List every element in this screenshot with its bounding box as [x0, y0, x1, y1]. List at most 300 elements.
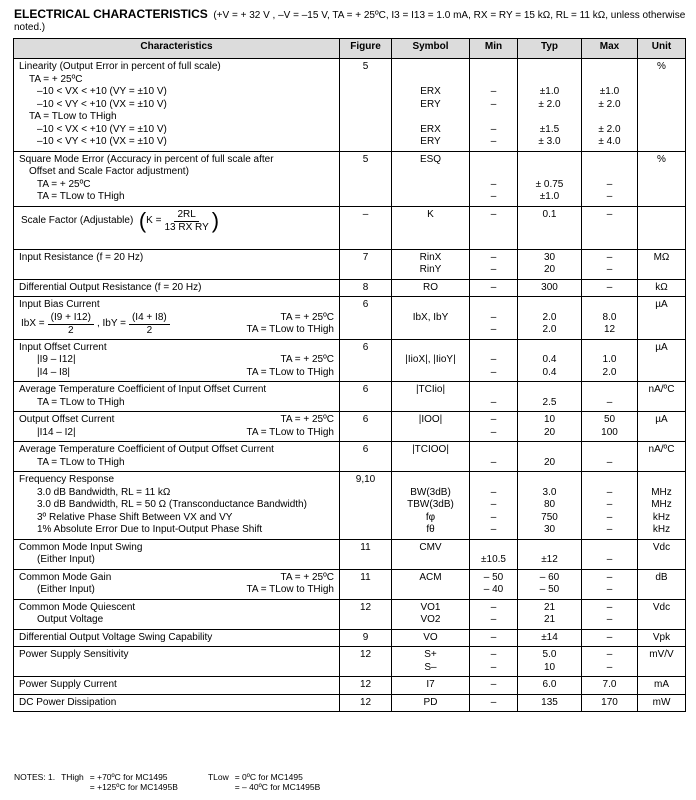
symbol-value	[397, 554, 464, 567]
typ-value: 30	[543, 251, 556, 263]
min-cell	[470, 151, 518, 206]
symbol-cell	[392, 279, 470, 297]
test-conditions: (+V = + 32 V , –V = –15 V, TA = + 25ºC, I3 = I13 = 1.0 mA, RX = RY = 15 kΩ, RL = 11 kΩ, unless otherwise noted.)	[14, 10, 686, 33]
max-cell	[582, 249, 638, 279]
typ-value	[523, 74, 576, 87]
unit-value: %	[657, 153, 666, 165]
max-value: –	[606, 571, 613, 583]
unit-value: kHz	[652, 511, 671, 523]
typ-value: 6.0	[542, 679, 557, 690]
typ-value	[523, 342, 576, 355]
typ-value: ± 3.0	[538, 136, 561, 147]
characteristic-cell	[14, 279, 340, 297]
typ-value	[523, 384, 576, 397]
min-value: –	[490, 649, 497, 660]
min-value	[475, 299, 512, 312]
unit-cell	[638, 442, 686, 472]
fraction-numerator: 2RL	[174, 209, 198, 222]
min-value: –	[490, 511, 497, 523]
min-value: –	[490, 324, 497, 335]
table-row	[14, 647, 686, 677]
typ-value: 750	[541, 511, 558, 523]
typ-cell	[518, 647, 582, 677]
characteristic-cell	[14, 472, 340, 540]
figure-cell	[340, 442, 392, 472]
characteristic-line: Input Resistance (f = 20 Hz)	[19, 251, 144, 263]
min-value	[475, 474, 512, 487]
bias-formula-row	[19, 312, 334, 337]
header-min: Min	[470, 39, 518, 59]
figure-value: 11	[360, 541, 371, 553]
typ-value: ± 2.0	[538, 98, 561, 110]
symbol-value: S+	[424, 649, 437, 660]
min-value: –	[490, 354, 497, 365]
unit-value: dB	[655, 571, 668, 583]
max-value: –	[606, 281, 613, 293]
min-value: –	[490, 679, 497, 690]
min-value: –	[490, 86, 497, 97]
symbol-cell	[392, 249, 470, 279]
min-value: –	[490, 614, 497, 625]
characteristic-line: Differential Output Resistance (f = 20 Hz)	[19, 281, 202, 293]
typ-value: ±1.0	[539, 86, 560, 97]
fraction-y	[129, 312, 170, 337]
symbol-value	[397, 324, 464, 337]
typ-cell	[518, 297, 582, 340]
typ-cell	[518, 382, 582, 412]
symbol-value: I7	[426, 679, 435, 690]
characteristic-line: Differential Output Voltage Swing Capability	[19, 631, 213, 643]
typ-value: 5.0	[542, 649, 557, 660]
unit-cell	[638, 599, 686, 629]
characteristic-cell	[14, 599, 340, 629]
max-cell	[582, 412, 638, 442]
min-cell	[470, 206, 518, 249]
typ-value	[523, 444, 576, 457]
symbol-value	[397, 397, 464, 410]
header-characteristics: Characteristics	[14, 39, 340, 59]
note-tlow-label: TLow	[207, 772, 229, 782]
max-cell	[582, 677, 638, 695]
table-row	[14, 629, 686, 647]
symbol-value: VO1	[420, 601, 441, 613]
characteristic-cell	[14, 539, 340, 569]
max-value: 1.0	[602, 354, 617, 365]
max-value: –	[606, 614, 613, 625]
typ-value: 20	[543, 456, 556, 468]
characteristic-text: |I9 – I12|	[37, 354, 76, 365]
typ-value	[523, 299, 576, 312]
symbol-value: VO	[423, 631, 438, 643]
symbol-value: ACM	[419, 571, 442, 583]
condition-line: TA = TLow to THigh	[246, 324, 334, 335]
condition-text: TA = + 25ºC	[280, 354, 334, 365]
max-value: 12	[603, 324, 616, 335]
figure-value: –	[362, 208, 369, 220]
min-value: –	[490, 281, 497, 293]
notes	[14, 772, 326, 792]
symbol-cell	[392, 297, 470, 340]
symbol-cell	[392, 569, 470, 599]
max-cell	[582, 569, 638, 599]
min-value: –	[490, 661, 497, 673]
min-value: –	[490, 414, 497, 425]
figure-cell	[340, 206, 392, 249]
typ-cell	[518, 279, 582, 297]
max-value: –	[606, 251, 613, 263]
max-value: –	[606, 191, 613, 202]
typ-value: – 50	[539, 584, 560, 595]
characteristic-line: Square Mode Error (Accuracy in percent of full scale after	[19, 153, 274, 165]
table-row	[14, 151, 686, 206]
max-cell	[582, 339, 638, 382]
unit-cell	[638, 382, 686, 412]
symbol-value: RO	[423, 281, 438, 293]
typ-value: ±12	[541, 554, 558, 565]
characteristic-cell	[14, 412, 340, 442]
figure-cell	[340, 694, 392, 712]
min-value	[475, 111, 512, 124]
typ-value: 20	[543, 426, 556, 438]
characteristic-line: TA = TLow to THigh	[29, 111, 117, 122]
min-cell	[470, 472, 518, 540]
max-value	[587, 542, 632, 555]
characteristic-text: |I4 – I8|	[37, 366, 70, 378]
characteristic-text: Output Offset Current	[19, 414, 115, 425]
characteristic-label: Scale Factor (Adjustable)	[21, 214, 134, 226]
max-value: 2.0	[602, 366, 617, 378]
unit-value: µA	[655, 341, 668, 353]
symbol-value: ERX	[420, 86, 441, 97]
min-cell	[470, 629, 518, 647]
max-value	[587, 384, 632, 397]
symbol-value	[397, 427, 464, 440]
min-cell	[470, 647, 518, 677]
min-value: –	[490, 426, 497, 438]
min-cell	[470, 539, 518, 569]
characteristic-cell	[14, 629, 340, 647]
symbol-value: S–	[424, 661, 437, 673]
symbol-value: CMV	[419, 541, 442, 553]
characteristic-line: Power Supply Sensitivity	[19, 649, 129, 660]
condition-line: TA = + 25ºC	[280, 311, 334, 323]
condition-text: TA = TLow to THigh	[246, 366, 334, 378]
unit-cell	[638, 339, 686, 382]
max-value: 8.0	[602, 311, 617, 323]
figure-cell	[340, 339, 392, 382]
characteristic-line: TA = TLow to THigh	[37, 456, 125, 468]
figure-cell	[340, 382, 392, 412]
fraction-denominator: 13 RX RY	[164, 221, 209, 233]
symbol-value: RinX	[419, 251, 442, 263]
max-value	[587, 154, 632, 167]
typ-value: 2.5	[542, 396, 557, 408]
table-row	[14, 472, 686, 540]
fraction-x	[48, 312, 94, 337]
characteristic-line	[19, 427, 334, 440]
typ-value	[523, 111, 576, 124]
characteristic-cell	[14, 249, 340, 279]
characteristic-line: TA = + 25ºC	[37, 178, 91, 190]
figure-value: 9	[362, 631, 369, 643]
scale-factor-formula	[19, 209, 334, 234]
formula-lhs: K =	[146, 214, 162, 226]
typ-cell	[518, 59, 582, 152]
typ-value: 3.0	[542, 486, 557, 498]
unit-value: kHz	[652, 524, 671, 535]
typ-cell	[518, 206, 582, 249]
unit-value: µA	[655, 299, 668, 310]
symbol-value: RinY	[419, 264, 442, 275]
min-cell	[470, 569, 518, 599]
characteristic-cell	[14, 694, 340, 712]
header-typ: Typ	[518, 39, 582, 59]
unit-cell	[638, 569, 686, 599]
unit-value	[643, 474, 680, 487]
symbol-cell	[392, 412, 470, 442]
max-value: –	[606, 499, 613, 510]
symbol-cell	[392, 647, 470, 677]
min-value: –	[490, 631, 497, 643]
min-value	[475, 74, 512, 87]
unit-value: kΩ	[655, 281, 668, 293]
symbol-value: VO2	[420, 614, 441, 625]
figure-value: 9,10	[355, 474, 376, 485]
max-value: –	[606, 601, 613, 613]
max-value: ±1.0	[599, 86, 620, 97]
max-value	[587, 444, 632, 457]
unit-value: nA/ºC	[648, 384, 675, 395]
characteristic-line: Common Mode Quiescent	[19, 601, 136, 613]
characteristic-line	[19, 342, 334, 355]
max-value: ± 2.0	[598, 123, 621, 135]
characteristic-line: Frequency Response	[19, 474, 115, 485]
symbol-value	[397, 342, 464, 355]
figure-value: 6	[362, 384, 369, 395]
min-value: –	[490, 208, 497, 220]
fraction-denominator-x: 2	[68, 324, 74, 336]
min-value: –	[490, 396, 497, 408]
characteristic-text: Input Offset Current	[19, 341, 107, 353]
symbol-value: K	[427, 208, 434, 220]
characteristic-cell	[14, 677, 340, 695]
min-value: –	[490, 366, 497, 378]
min-cell	[470, 297, 518, 340]
characteristic-cell	[14, 297, 340, 340]
characteristic-cell	[14, 151, 340, 206]
table-row	[14, 59, 686, 152]
min-value	[475, 154, 512, 167]
table-row	[14, 249, 686, 279]
symbol-value	[397, 457, 464, 470]
table-row	[14, 339, 686, 382]
min-value: –	[490, 456, 497, 468]
symbol-value: ERY	[420, 98, 441, 110]
formula-lhs-y: , IbY =	[96, 317, 126, 329]
typ-value: ±1.5	[539, 123, 560, 135]
max-cell	[582, 599, 638, 629]
min-value: –	[490, 264, 497, 275]
symbol-cell	[392, 599, 470, 629]
typ-value	[523, 474, 576, 487]
symbol-cell	[392, 339, 470, 382]
fraction-numerator-x: (I9 + I12)	[48, 312, 94, 325]
characteristic-line: Average Temperature Coefficient of Output Offset Current	[19, 444, 274, 455]
typ-cell	[518, 677, 582, 695]
unit-value: mV/V	[649, 649, 674, 660]
max-value: –	[606, 486, 613, 498]
typ-cell	[518, 694, 582, 712]
max-value: –	[606, 631, 613, 643]
min-value	[475, 61, 512, 74]
max-value: –	[606, 524, 613, 535]
typ-cell	[518, 412, 582, 442]
min-cell	[470, 249, 518, 279]
unit-value	[643, 209, 680, 222]
symbol-value	[397, 299, 464, 312]
typ-value: 0.1	[542, 208, 557, 220]
temperature-conditions	[246, 312, 334, 337]
table-row	[14, 297, 686, 340]
section-title	[14, 8, 686, 34]
table-row	[14, 382, 686, 412]
figure-cell	[340, 151, 392, 206]
figure-value: 8	[362, 281, 369, 293]
header-symbol: Symbol	[392, 39, 470, 59]
characteristic-line: –10 < VY < +10 (VX = ±10 V)	[37, 136, 167, 147]
min-value	[475, 384, 512, 397]
min-value	[475, 342, 512, 355]
unit-value: %	[657, 61, 666, 72]
max-value: –	[606, 456, 613, 468]
unit-cell	[638, 59, 686, 152]
unit-cell	[638, 151, 686, 206]
min-value	[475, 542, 512, 555]
symbol-value: ESQ	[419, 153, 442, 165]
max-cell	[582, 442, 638, 472]
unit-cell	[638, 206, 686, 249]
min-cell	[470, 412, 518, 442]
max-value: –	[606, 511, 613, 523]
typ-value: 0.4	[542, 354, 557, 365]
max-value: –	[606, 178, 613, 190]
unit-value: MHz	[651, 486, 672, 498]
header-max: Max	[582, 39, 638, 59]
typ-value: ±1.0	[539, 191, 560, 202]
max-cell	[582, 382, 638, 412]
typ-value: ±14	[541, 631, 558, 643]
symbol-value: |IOO|	[418, 414, 443, 425]
typ-cell	[518, 569, 582, 599]
typ-value: 21	[543, 601, 556, 613]
max-cell	[582, 297, 638, 340]
note-tlow-value-2: = – 40ºC for MC1495B	[234, 782, 321, 792]
typ-cell	[518, 339, 582, 382]
table-row	[14, 694, 686, 712]
symbol-value: fθ	[426, 524, 435, 535]
min-value: –	[490, 311, 497, 323]
note-thigh-label: THigh	[61, 772, 84, 782]
max-value	[587, 299, 632, 312]
bias-formula	[19, 312, 173, 337]
characteristic-line	[19, 414, 334, 427]
symbol-value	[397, 74, 464, 87]
characteristic-line: 3º Relative Phase Shift Between VX and VY	[37, 511, 233, 523]
figure-cell	[340, 677, 392, 695]
max-value	[587, 111, 632, 124]
unit-value: mW	[652, 696, 671, 708]
unit-cell	[638, 677, 686, 695]
condition-text: TA = + 25ºC	[280, 414, 334, 425]
typ-value: 10	[543, 661, 556, 673]
figure-cell	[340, 569, 392, 599]
header-unit: Unit	[638, 39, 686, 59]
unit-cell	[638, 249, 686, 279]
unit-value: Vdc	[652, 541, 671, 553]
characteristic-cell	[14, 59, 340, 152]
unit-cell	[638, 412, 686, 442]
characteristic-line: 3.0 dB Bandwidth, RL = 50 Ω (Transconductance Bandwidth)	[37, 499, 307, 510]
table-row	[14, 677, 686, 695]
electrical-characteristics-table	[13, 38, 686, 712]
min-value: –	[490, 98, 497, 110]
typ-cell	[518, 629, 582, 647]
max-value	[587, 74, 632, 87]
characteristic-line: 1% Absolute Error Due to Input-Output Phase Shift	[37, 524, 263, 535]
typ-cell	[518, 539, 582, 569]
symbol-value	[397, 367, 464, 380]
symbol-value: IbX, IbY	[412, 311, 449, 323]
max-value: 50	[603, 414, 616, 425]
typ-cell	[518, 442, 582, 472]
characteristic-line	[19, 572, 334, 585]
figure-value: 6	[362, 299, 369, 310]
unit-value: µA	[655, 414, 668, 425]
symbol-cell	[392, 694, 470, 712]
paren-close: )	[211, 208, 220, 233]
max-value: ± 4.0	[598, 136, 621, 147]
min-value: –	[490, 696, 497, 708]
notes-label: NOTES: 1.	[14, 772, 56, 782]
max-cell	[582, 206, 638, 249]
characteristic-line: (Either Input)	[37, 554, 95, 565]
characteristic-line: Linearity (Output Error in percent of full scale)	[19, 61, 221, 72]
table-row	[14, 412, 686, 442]
figure-value: 5	[362, 153, 369, 165]
typ-value: ± 0.75	[535, 178, 564, 190]
table-row	[14, 569, 686, 599]
min-value: –	[490, 601, 497, 613]
max-value: 7.0	[602, 679, 617, 690]
characteristic-line: Offset and Scale Factor adjustment)	[29, 166, 189, 177]
condition-text: TA = + 25ºC	[280, 571, 334, 583]
min-cell	[470, 442, 518, 472]
unit-cell	[638, 539, 686, 569]
max-value: –	[606, 554, 613, 565]
symbol-value: ERY	[420, 136, 441, 147]
typ-cell	[518, 249, 582, 279]
symbol-value: |TCIOO|	[412, 444, 449, 455]
symbol-cell	[392, 151, 470, 206]
max-cell	[582, 59, 638, 152]
figure-value: 7	[362, 251, 369, 263]
max-value	[587, 61, 632, 74]
symbol-cell	[392, 677, 470, 695]
symbol-cell	[392, 382, 470, 412]
symbol-value: ERX	[420, 123, 441, 135]
typ-value	[523, 166, 576, 179]
fraction	[164, 209, 208, 234]
